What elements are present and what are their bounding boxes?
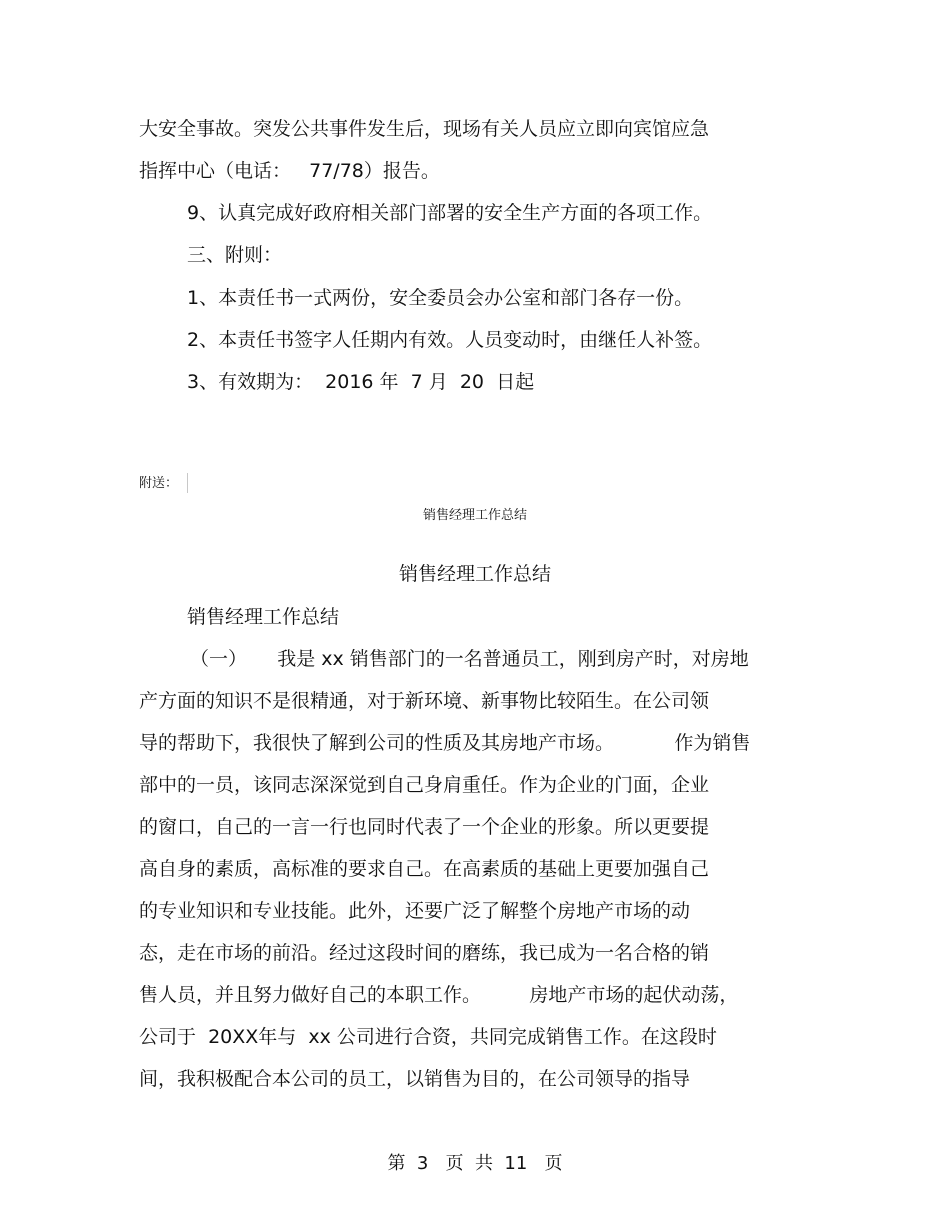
summary-subtitle: 销售经理工作总结 — [187, 606, 340, 628]
body-line-5: 的窗口，自己的一言一行也同时代表了一个企业的形象。所以更要提 — [139, 816, 710, 838]
body-line-2: 产方面的知识不是很精通，对于新环境、新事物比较陌生。在公司领 — [139, 690, 710, 712]
divider — [187, 473, 188, 493]
body-line-11: 间，我积极配合本公司的员工，以销售为目的，在公司领导的指导 — [139, 1068, 691, 1090]
body-line-1: （一） 我是 xx 销售部门的一名普通员工，刚到房产时，对房地 — [190, 648, 749, 670]
text-line-3: 9、认真完成好政府相关部门部署的安全生产方面的各项工作。 — [187, 202, 713, 224]
body-line-8: 态，走在市场的前沿。经过这段时间的磨练，我已成为一名合格的销 — [139, 942, 710, 964]
text-line-1: 大安全事故。突发公共事件发生后，现场有关人员应立即向宾馆应急 — [139, 118, 710, 140]
text-line-2: 指挥中心（电话： 77/78）报告。 — [139, 160, 440, 182]
summary-title: 销售经理工作总结 — [398, 563, 551, 585]
page-footer: 第 3 页 共 11 页 — [387, 1153, 563, 1174]
text-line-6: 2、本责任书签字人任期内有效。人员变动时，由继任人补签。 — [187, 329, 713, 351]
body-line-7: 的专业知识和专业技能。此外，还要广泛了解整个房地产市场的动 — [139, 900, 691, 922]
body-line-4: 部中的一员，该同志深深觉到自己身肩重任。作为企业的门面，企业 — [139, 774, 710, 796]
text-line-5: 1、本责任书一式两份，安全委员会办公室和部门各存一份。 — [187, 287, 694, 309]
text-line-7: 3、有效期为： 2016 年 7 月 20 日起 — [187, 371, 535, 393]
small-title: 销售经理工作总结 — [422, 508, 527, 523]
body-line-9: 售人员，并且努力做好自己的本职工作。 房地产市场的起伏动荡， — [139, 984, 739, 1006]
body-line-10: 公司于 20XX年与 xx 公司进行合资，共同完成销售工作。在这段时 — [139, 1026, 717, 1048]
body-line-3: 导的帮助下，我很快了解到公司的性质及其房地产市场。 作为销售 — [139, 732, 751, 754]
body-line-6: 高自身的素质，高标准的要求自己。在高素质的基础上更要加强自己 — [139, 858, 710, 880]
attachment-label: 附送： — [139, 476, 179, 491]
section-heading-appendix: 三、附则： — [187, 244, 283, 266]
